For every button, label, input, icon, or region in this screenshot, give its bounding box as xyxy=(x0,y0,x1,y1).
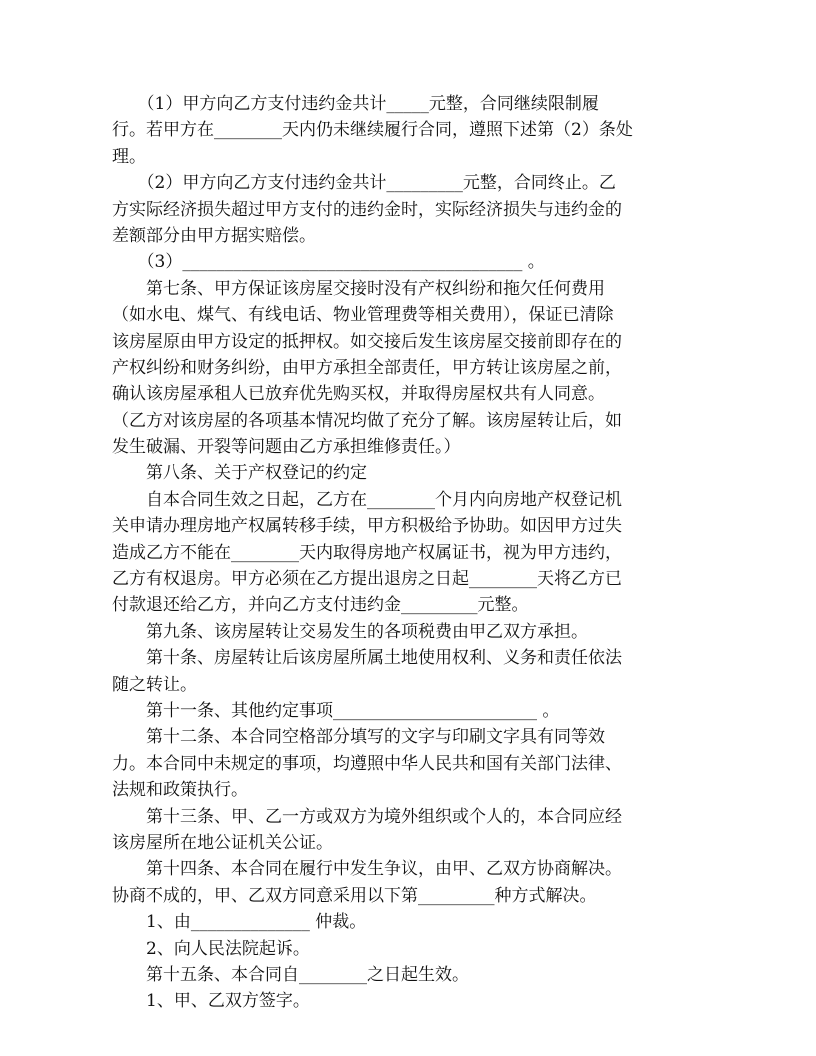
text-line: 该房屋原由甲方设定的抵押权。如交接后发生该房屋交接前即存在的 xyxy=(112,331,622,352)
text-line: 自本合同生效之日起，乙方在________个月内向房地产权登记机 xyxy=(112,489,622,510)
text-line: 理。 xyxy=(112,146,146,167)
text-line: 付款退还给乙方，并向乙方支付违约金_________元整。 xyxy=(112,595,529,616)
text-line: 力。本合同中未规定的事项，均遵照中华人民共和国有关部门法律、 xyxy=(112,753,622,774)
text-line: 第十一条、其他约定事项________________________ 。 xyxy=(112,700,560,721)
text-line: （1）甲方向乙方支付违约金共计_____元整，合同继续限制履 xyxy=(112,94,599,114)
text-line: 随之转让。 xyxy=(112,674,197,695)
text-line: 确认该房屋承租人已放弃优先购买权，并取得房屋权共有人同意。 xyxy=(112,384,605,405)
text-line: （如水电、煤气、有线电话、物业管理费等相关费用），保证已清除 xyxy=(112,305,614,326)
text-line: 造成乙方不能在________天内取得房地产权属证书，视为甲方违约， xyxy=(112,542,622,563)
text-line: 差额部分由甲方据实赔偿。 xyxy=(112,225,316,246)
text-line: （3）________________________________________ 。 xyxy=(112,252,545,273)
text-line: 第七条、甲方保证该房屋交接时没有产权纠纷和拖欠任何费用 xyxy=(112,278,605,299)
text-line: 2、向人民法院起诉。 xyxy=(112,938,310,959)
text-line: 该房屋所在地公证机关公证。 xyxy=(112,832,333,853)
contract-text xyxy=(112,91,712,1015)
text-line: 第十三条、甲、乙一方或双方为境外组织或个人的，本合同应经 xyxy=(112,806,622,827)
text-line: 协商不成的，甲、乙双方同意采用以下第_________种方式解决。 xyxy=(112,885,597,906)
text-line: 1、甲、乙双方签字。 xyxy=(112,991,310,1012)
text-line: 第十二条、本合同空格部分填写的文字与印刷文字具有同等效 xyxy=(112,727,605,748)
text-line: （2）甲方向乙方支付违约金共计_________元整，合同终止。乙 xyxy=(112,173,616,194)
text-line: 方实际经济损失超过甲方支付的违约金时，实际经济损失与违约金的 xyxy=(112,199,622,220)
text-line: 关申请办理房地产权属转移手续，甲方积极给予协助。如因甲方过失 xyxy=(112,516,622,537)
text-line: 第九条、该房屋转让交易发生的各项税费由甲乙双方承担。 xyxy=(112,621,588,642)
text-line: （乙方对该房屋的各项基本情况均做了充分了解。该房屋转让后，如 xyxy=(112,410,622,431)
text-line: 发生破漏、开裂等问题由乙方承担维修责任。） xyxy=(112,437,461,458)
text-line: 第十四条、本合同在履行中发生争议，由甲、乙双方协商解决。 xyxy=(112,859,622,880)
text-line: 第十五条、本合同自________之日起生效。 xyxy=(112,964,469,985)
text-line: 产权纠纷和财务纠纷，由甲方承担全部责任，甲方转让该房屋之前， xyxy=(112,357,622,378)
text-line: 第八条、关于产权登记的约定 xyxy=(112,463,367,484)
text-line: 第十条、房屋转让后该房屋所属土地使用权利、义务和责任依法 xyxy=(112,648,622,669)
text-line: 乙方有权退房。甲方必须在乙方提出退房之日起________天将乙方已 xyxy=(112,569,622,590)
text-line: 法规和政策执行。 xyxy=(112,780,248,801)
text-line: 行。若甲方在________天内仍未继续履行合同，遵照下述第（2）条处 xyxy=(112,120,633,141)
text-line: 1、由______________ 仲裁。 xyxy=(112,912,367,933)
